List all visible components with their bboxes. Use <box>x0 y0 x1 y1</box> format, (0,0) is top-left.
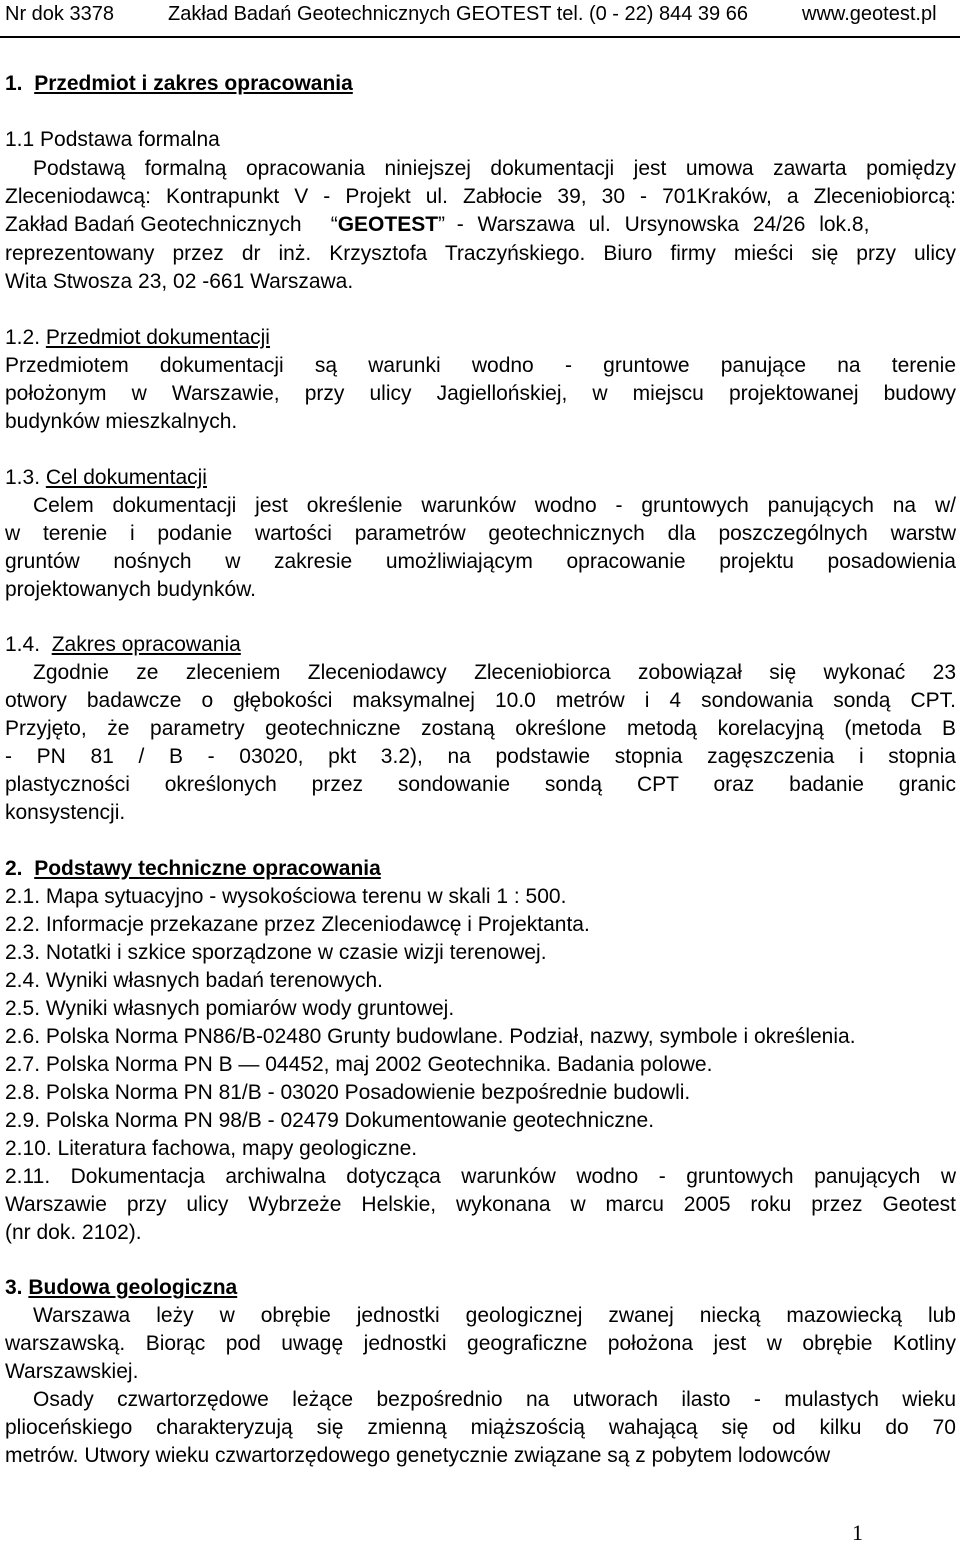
paragraph-line: plastyczności określonych przez sondowanie sondą CPT oraz badanie granic <box>5 773 956 796</box>
list-item: 2.1. Mapa sytuacyjno - wysokościowa terenu w skali 1 : 500. <box>5 885 567 908</box>
list-item: 2.4. Wyniki własnych badań terenowych. <box>5 969 383 992</box>
list-item: 2.2. Informacje przekazane przez Zleceniodawcę i Projektanta. <box>5 913 590 936</box>
paragraph-line: w terenie i podanie wartości parametrów geotechnicznych dla poszczególnych warstw <box>5 522 956 545</box>
paragraph-line: budynków mieszkalnych. <box>5 410 238 433</box>
text-fragment: Zakład Badań Geotechnicznych <box>5 213 302 236</box>
subsection-title: Przedmiot dokumentacji <box>45 326 270 349</box>
geotest-name: GEOTEST <box>337 213 439 236</box>
list-item: 2.7. Polska Norma PN B — 04452, maj 2002 Geotechnika. Badania polowe. <box>5 1053 713 1076</box>
paragraph-line: otwory badawcze o głębokości maksymalnej 10.0 metrów i 4 sondowania sondą CPT. <box>5 689 956 712</box>
list-item-continuation: (nr dok. 2102). <box>5 1221 142 1244</box>
list-item: 2.8. Polska Norma PN 81/B - 03020 Posadowienie bezpośrednie budowli. <box>5 1081 691 1104</box>
section-2-heading <box>5 855 381 883</box>
list-item: 2.11. Dokumentacja archiwalna dotycząca warunków wodno - gruntowych panujących w <box>5 1165 956 1188</box>
doc-number: Nr dok 3378 <box>5 3 114 25</box>
paragraph-line: Podstawą formalną opracowania niniejszej dokumentacji jest umowa zawarta pomiędzy <box>33 157 956 180</box>
list-item: 2.6. Polska Norma PN86/B-02480 Grunty budowlane. Podział, nazwy, symbole i określenia. <box>5 1025 856 1048</box>
paragraph-line: Celem dokumentacji jest określenie warunków wodno - gruntowych panujących na w/ <box>33 494 956 517</box>
section-3-heading <box>5 1274 237 1302</box>
subsection-1-3-heading <box>5 464 207 492</box>
list-item-continuation: Warszawie przy ulicy Wybrzeże Helskie, wykonana w marcu 2005 roku przez Geotest <box>5 1193 956 1216</box>
paragraph-line: Zleceniodawcą: Kontrapunkt V - Projekt ul. Zabłocie 39, 30 - 701Kraków, a Zleceniobiorcą: <box>5 185 956 208</box>
company-info: Zakład Badań Geotechnicznych GEOTEST tel. (0 - 22) 844 39 66 <box>168 3 748 25</box>
section-title: Podstawy techniczne opracowania <box>34 857 381 880</box>
paragraph-line: warszawską. Biorąc pod uwagę jednostki geograficzne położona jest w obrębie Kotliny <box>5 1332 956 1355</box>
subsection-1-1-heading <box>5 126 220 154</box>
paragraph-line: Osady czwartorzędowe leżące bezpośrednio na utworach ilasto - mulastych wieku <box>33 1388 956 1411</box>
page-header <box>0 0 960 38</box>
paragraph-line: metrów. Utwory wieku czwartorzędowego genetycznie związane są z pobytem lodowców <box>5 1444 831 1467</box>
paragraph-line: reprezentowany przez dr inż. Krzysztofa Traczyńskiego. Biuro firmy mieści się przy ulicy <box>5 242 956 265</box>
subsection-title: Podstawa formalna <box>40 128 220 151</box>
subsection-number: 1.2. <box>5 326 41 349</box>
paragraph-line: - PN 81 / B - 03020, pkt 3.2), na podstawie stopnia zagęszczenia i stopnia <box>5 745 956 768</box>
text-fragment: - Warszawa ul. Ursynowska 24/26 lok.8, <box>456 213 870 236</box>
page-number: 1 <box>852 1520 863 1545</box>
subsection-1-2-heading <box>5 324 270 352</box>
list-item: 2.5. Wyniki własnych pomiarów wody gruntowej. <box>5 997 455 1020</box>
subsection-number: 1.4. <box>5 633 41 656</box>
list-item: 2.9. Polska Norma PN 98/B - 02479 Dokumentowanie geotechniczne. <box>5 1109 655 1132</box>
company-website: www.geotest.pl <box>802 3 937 25</box>
section-title: Budowa geologiczna <box>28 1276 238 1299</box>
list-item: 2.10. Literatura fachowa, mapy geologiczne. <box>5 1137 418 1160</box>
section-number: 1. <box>5 72 23 95</box>
section-number: 2. <box>5 857 23 880</box>
subsection-1-4-heading <box>5 631 241 659</box>
section-title: Przedmiot i zakres opracowania <box>34 72 353 95</box>
subsection-title: Zakres opracowania <box>51 633 241 656</box>
section-1-heading <box>5 70 353 98</box>
subsection-number: 1.3. <box>5 466 41 489</box>
subsection-title: Cel dokumentacji <box>45 466 207 489</box>
section-number: 3. <box>5 1276 23 1299</box>
paragraph-line: Wita Stwosza 23, 02 -661 Warszawa. <box>5 270 354 293</box>
paragraph-line: projektowanych budynków. <box>5 578 256 601</box>
paragraph-line: Przedmiotem dokumentacji są warunki wodno - gruntowe panujące na terenie <box>5 354 956 377</box>
paragraph-line: Warszawa leży w obrębie jednostki geologicznej zwanej niecką mazowiecką lub <box>33 1304 956 1327</box>
paragraph-line: Zgodnie ze zleceniem Zleceniodawcy Zleceniobiorca zobowiązał się wykonać 23 <box>33 661 956 684</box>
paragraph-line: konsystencji. <box>5 801 126 824</box>
paragraph-line: Warszawskiej. <box>5 1360 139 1383</box>
paragraph-line: plioceńskiego charakteryzują się zmienną miąższością wahającą się od kilku do 70 <box>5 1416 956 1439</box>
paragraph-line: położonym w Warszawie, przy ulicy Jagiellońskiej, w miejscu projektowanej budowy <box>5 382 956 405</box>
paragraph-line: gruntów nośnych w zakresie umożliwiającym opracowanie projektu posadowienia <box>5 550 956 573</box>
paragraph-line-geotest: Zakład Badań Geotechnicznych “GEOTEST” - Warszawa ul. Ursynowska 24/26 lok.8, <box>5 213 870 236</box>
list-item: 2.3. Notatki i szkice sporządzone w czasie wizji terenowej. <box>5 941 547 964</box>
paragraph-line: Przyjęto, że parametry geotechniczne zostaną określone metodą korelacyjną (metoda B <box>5 717 956 740</box>
subsection-number: 1.1 <box>5 128 35 151</box>
